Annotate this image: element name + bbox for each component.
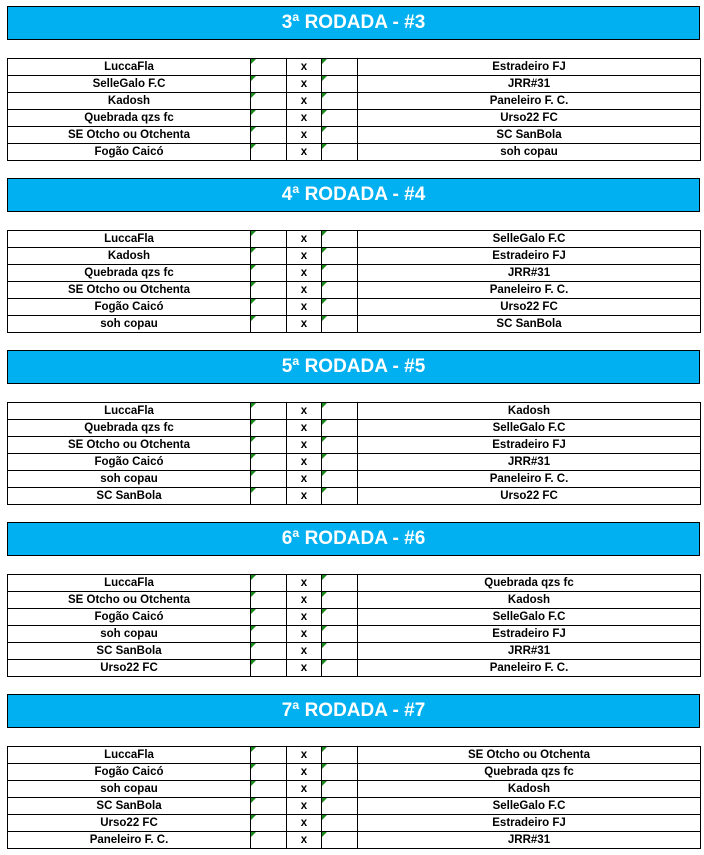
away-score-cell[interactable] (322, 747, 358, 764)
match-row (8, 592, 701, 609)
away-team-cell[interactable]: Estradeiro FJ (358, 815, 701, 832)
match-row (8, 832, 701, 849)
home-score-cell[interactable] (251, 282, 287, 299)
away-team-cell[interactable]: Urso22 FC (358, 110, 701, 127)
home-team-cell[interactable]: Kadosh (8, 248, 251, 265)
away-team-cell[interactable]: JRR#31 (358, 265, 701, 282)
versus-cell: x (287, 471, 322, 488)
home-team-cell[interactable]: Kadosh (8, 93, 251, 110)
away-team-cell[interactable]: SE Otcho ou Otchenta (358, 747, 701, 764)
away-score-cell[interactable] (322, 471, 358, 488)
away-score-cell[interactable] (322, 144, 358, 161)
away-score-cell[interactable] (322, 832, 358, 849)
away-team-cell[interactable]: Quebrada qzs fc (358, 764, 701, 781)
home-team-cell[interactable]: Fogão Caicó (8, 764, 251, 781)
away-score-cell[interactable] (322, 403, 358, 420)
away-score-cell[interactable] (322, 454, 358, 471)
away-team-cell[interactable]: JRR#31 (358, 832, 701, 849)
home-score-cell[interactable] (251, 437, 287, 454)
away-score-cell[interactable] (322, 316, 358, 333)
versus-cell: x (287, 747, 322, 764)
match-row (8, 93, 701, 110)
home-score-cell[interactable] (251, 832, 287, 849)
away-team-cell[interactable]: Estradeiro FJ (358, 437, 701, 454)
versus-cell: x (287, 815, 322, 832)
match-row (8, 403, 701, 420)
away-score-cell[interactable] (322, 231, 358, 248)
home-score-cell[interactable] (251, 454, 287, 471)
away-score-cell[interactable] (322, 592, 358, 609)
away-team-cell[interactable]: Paneleiro F. C. (358, 471, 701, 488)
away-team-cell[interactable]: SelleGalo F.C (358, 231, 701, 248)
versus-cell: x (287, 626, 322, 643)
versus-cell: x (287, 643, 322, 660)
match-row (8, 437, 701, 454)
home-score-cell[interactable] (251, 265, 287, 282)
versus-cell: x (287, 592, 322, 609)
away-team-cell[interactable]: Estradeiro FJ (358, 59, 701, 76)
away-team-cell[interactable]: Urso22 FC (358, 488, 701, 505)
match-row (8, 660, 701, 677)
away-team-cell[interactable]: Kadosh (358, 403, 701, 420)
home-score-cell[interactable] (251, 59, 287, 76)
away-score-cell[interactable] (322, 764, 358, 781)
versus-cell: x (287, 265, 322, 282)
away-team-cell[interactable]: SelleGalo F.C (358, 798, 701, 815)
versus-cell: x (287, 798, 322, 815)
versus-cell: x (287, 764, 322, 781)
round-header: 6ª RODADA - #6 (7, 522, 700, 556)
match-row (8, 626, 701, 643)
away-team-cell[interactable]: JRR#31 (358, 76, 701, 93)
away-team-cell[interactable]: Paneleiro F. C. (358, 93, 701, 110)
home-team-cell[interactable]: SC SanBola (8, 643, 251, 660)
home-team-cell[interactable]: Fogão Caicó (8, 454, 251, 471)
round-header: 5ª RODADA - #5 (7, 350, 700, 384)
match-row (8, 231, 701, 248)
home-score-cell[interactable] (251, 660, 287, 677)
matches-body (8, 59, 701, 161)
away-team-cell[interactable]: JRR#31 (358, 643, 701, 660)
home-score-cell[interactable] (251, 592, 287, 609)
home-team-cell[interactable]: SC SanBola (8, 488, 251, 505)
matches-body (8, 575, 701, 677)
away-score-cell[interactable] (322, 609, 358, 626)
away-score-cell[interactable] (322, 265, 358, 282)
home-score-cell[interactable] (251, 626, 287, 643)
home-team-cell[interactable]: SelleGalo F.C (8, 76, 251, 93)
home-score-cell[interactable] (251, 798, 287, 815)
versus-cell: x (287, 781, 322, 798)
away-team-cell[interactable]: Urso22 FC (358, 299, 701, 316)
home-score-cell[interactable] (251, 575, 287, 592)
versus-cell: x (287, 660, 322, 677)
home-team-cell[interactable]: Quebrada qzs fc (8, 110, 251, 127)
match-row (8, 471, 701, 488)
versus-cell: x (287, 488, 322, 505)
match-row (8, 488, 701, 505)
match-row (8, 316, 701, 333)
matches-table (7, 58, 701, 161)
home-team-cell[interactable]: Fogão Caicó (8, 144, 251, 161)
matches-table (7, 402, 701, 505)
match-row (8, 265, 701, 282)
home-score-cell[interactable] (251, 299, 287, 316)
away-team-cell[interactable]: SC SanBola (358, 316, 701, 333)
home-score-cell[interactable] (251, 471, 287, 488)
away-team-cell[interactable]: Paneleiro F. C. (358, 282, 701, 299)
away-team-cell[interactable]: Kadosh (358, 781, 701, 798)
home-team-cell[interactable]: Fogão Caicó (8, 299, 251, 316)
match-row (8, 454, 701, 471)
matches-body (8, 403, 701, 505)
away-score-cell[interactable] (322, 488, 358, 505)
versus-cell: x (287, 454, 322, 471)
away-score-cell[interactable] (322, 815, 358, 832)
away-score-cell[interactable] (322, 575, 358, 592)
away-score-cell[interactable] (322, 110, 358, 127)
away-team-cell[interactable]: SelleGalo F.C (358, 420, 701, 437)
home-team-cell[interactable]: Quebrada qzs fc (8, 420, 251, 437)
match-row (8, 798, 701, 815)
home-score-cell[interactable] (251, 815, 287, 832)
away-score-cell[interactable] (322, 626, 358, 643)
away-team-cell[interactable]: Estradeiro FJ (358, 626, 701, 643)
match-row (8, 299, 701, 316)
versus-cell: x (287, 575, 322, 592)
match-row (8, 127, 701, 144)
away-score-cell[interactable] (322, 248, 358, 265)
home-team-cell[interactable]: LuccaFla (8, 747, 251, 764)
away-score-cell[interactable] (322, 798, 358, 815)
home-team-cell[interactable]: soh copau (8, 316, 251, 333)
round-header: 7ª RODADA - #7 (7, 694, 700, 728)
versus-cell: x (287, 437, 322, 454)
home-team-cell[interactable]: SE Otcho ou Otchenta (8, 127, 251, 144)
home-score-cell[interactable] (251, 781, 287, 798)
versus-cell: x (287, 403, 322, 420)
versus-cell: x (287, 299, 322, 316)
home-team-cell[interactable]: Quebrada qzs fc (8, 265, 251, 282)
home-score-cell[interactable] (251, 403, 287, 420)
home-score-cell[interactable] (251, 764, 287, 781)
match-row (8, 420, 701, 437)
versus-cell: x (287, 93, 322, 110)
match-row (8, 609, 701, 626)
away-score-cell[interactable] (322, 127, 358, 144)
match-row (8, 764, 701, 781)
home-team-cell[interactable]: soh copau (8, 471, 251, 488)
home-team-cell[interactable]: Paneleiro F. C. (8, 832, 251, 849)
away-score-cell[interactable] (322, 420, 358, 437)
home-score-cell[interactable] (251, 110, 287, 127)
away-team-cell[interactable]: soh copau (358, 144, 701, 161)
versus-cell: x (287, 609, 322, 626)
away-team-cell[interactable]: Quebrada qzs fc (358, 575, 701, 592)
home-team-cell[interactable]: soh copau (8, 781, 251, 798)
versus-cell: x (287, 231, 322, 248)
versus-cell: x (287, 76, 322, 93)
matches-body (8, 747, 701, 849)
away-score-cell[interactable] (322, 76, 358, 93)
home-team-cell[interactable]: SE Otcho ou Otchenta (8, 592, 251, 609)
home-score-cell[interactable] (251, 643, 287, 660)
match-row (8, 248, 701, 265)
home-score-cell[interactable] (251, 316, 287, 333)
versus-cell: x (287, 832, 322, 849)
match-row (8, 110, 701, 127)
home-score-cell[interactable] (251, 76, 287, 93)
round-header: 3ª RODADA - #3 (7, 6, 700, 40)
versus-cell: x (287, 144, 322, 161)
home-team-cell[interactable]: LuccaFla (8, 59, 251, 76)
home-team-cell[interactable]: Urso22 FC (8, 815, 251, 832)
home-team-cell[interactable]: Urso22 FC (8, 660, 251, 677)
match-row (8, 76, 701, 93)
away-score-cell[interactable] (322, 282, 358, 299)
home-team-cell[interactable]: LuccaFla (8, 231, 251, 248)
match-row (8, 781, 701, 798)
home-score-cell[interactable] (251, 93, 287, 110)
match-row (8, 575, 701, 592)
home-score-cell[interactable] (251, 747, 287, 764)
match-row (8, 144, 701, 161)
versus-cell: x (287, 316, 322, 333)
away-team-cell[interactable]: Estradeiro FJ (358, 248, 701, 265)
home-score-cell[interactable] (251, 420, 287, 437)
away-score-cell[interactable] (322, 93, 358, 110)
match-row (8, 747, 701, 764)
home-score-cell[interactable] (251, 488, 287, 505)
round-header: 4ª RODADA - #4 (7, 178, 700, 212)
home-score-cell[interactable] (251, 127, 287, 144)
away-score-cell[interactable] (322, 299, 358, 316)
away-score-cell[interactable] (322, 660, 358, 677)
versus-cell: x (287, 282, 322, 299)
versus-cell: x (287, 248, 322, 265)
matches-table (7, 574, 701, 677)
home-team-cell[interactable]: SE Otcho ou Otchenta (8, 437, 251, 454)
versus-cell: x (287, 127, 322, 144)
home-team-cell[interactable]: soh copau (8, 626, 251, 643)
match-row (8, 282, 701, 299)
matches-table (7, 746, 701, 849)
versus-cell: x (287, 110, 322, 127)
versus-cell: x (287, 59, 322, 76)
home-score-cell[interactable] (251, 609, 287, 626)
away-team-cell[interactable]: JRR#31 (358, 454, 701, 471)
away-team-cell[interactable]: Kadosh (358, 592, 701, 609)
match-row (8, 59, 701, 76)
home-team-cell[interactable]: SE Otcho ou Otchenta (8, 282, 251, 299)
away-score-cell[interactable] (322, 781, 358, 798)
home-team-cell[interactable]: LuccaFla (8, 403, 251, 420)
versus-cell: x (287, 420, 322, 437)
home-score-cell[interactable] (251, 231, 287, 248)
away-team-cell[interactable]: SelleGalo F.C (358, 609, 701, 626)
home-score-cell[interactable] (251, 248, 287, 265)
home-team-cell[interactable]: LuccaFla (8, 575, 251, 592)
away-score-cell[interactable] (322, 643, 358, 660)
match-row (8, 815, 701, 832)
away-team-cell[interactable]: Paneleiro F. C. (358, 660, 701, 677)
home-team-cell[interactable]: SC SanBola (8, 798, 251, 815)
matches-body (8, 231, 701, 333)
away-score-cell[interactable] (322, 59, 358, 76)
home-team-cell[interactable]: Fogão Caicó (8, 609, 251, 626)
away-team-cell[interactable]: SC SanBola (358, 127, 701, 144)
matches-table (7, 230, 701, 333)
match-row (8, 643, 701, 660)
home-score-cell[interactable] (251, 144, 287, 161)
away-score-cell[interactable] (322, 437, 358, 454)
